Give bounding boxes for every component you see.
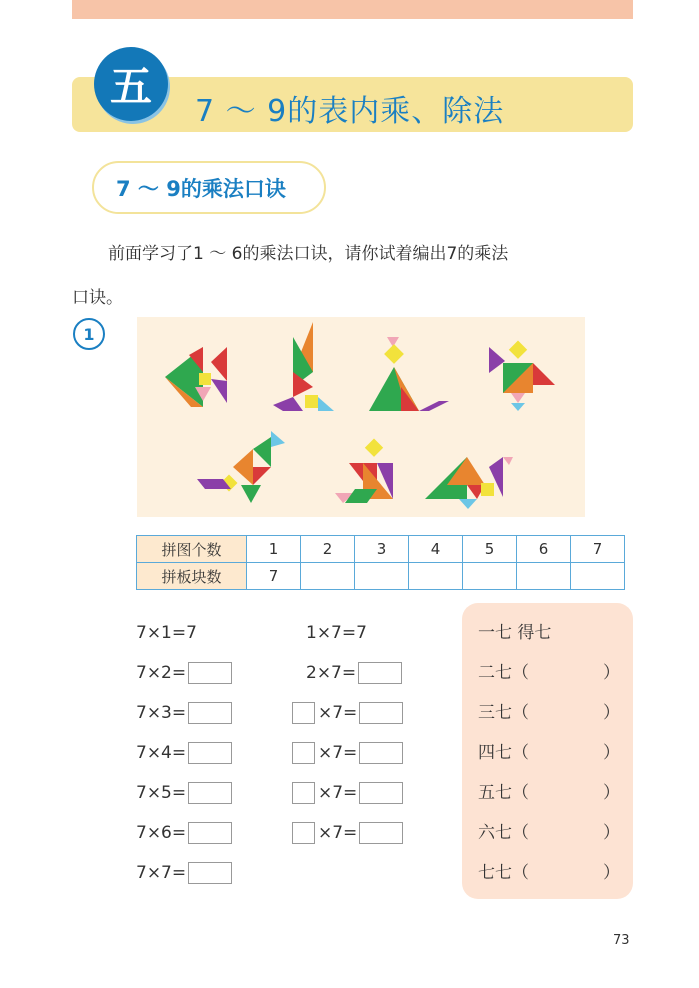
rhyme-text: 五七（ xyxy=(478,783,529,803)
equation-text: 7×1=7 xyxy=(136,623,197,643)
tangram-cat-figure xyxy=(369,337,449,411)
rhyme-line[interactable] xyxy=(478,781,620,805)
table-cell-blank[interactable] xyxy=(463,563,517,590)
answer-box[interactable] xyxy=(359,702,403,724)
factor-box[interactable] xyxy=(292,782,315,804)
table-cell: 7 xyxy=(571,536,625,563)
section-title-text: 7 ～ 9的乘法口诀 xyxy=(116,176,286,201)
tangram-seated-figure xyxy=(273,322,334,411)
rhyme-line xyxy=(478,621,620,645)
answer-box[interactable] xyxy=(188,702,232,724)
table-cell: 2 xyxy=(301,536,355,563)
intro-line-1: 前面学习了1 ～ 6的乘法口诀，请你试着编出7的乘法 xyxy=(108,244,509,264)
answer-box[interactable] xyxy=(188,662,232,684)
intro-paragraph xyxy=(72,232,637,320)
equation-left xyxy=(136,861,232,885)
equation-text: ×7= xyxy=(318,743,358,763)
equation-text: 7×7= xyxy=(136,863,187,883)
rhyme-line[interactable] xyxy=(478,821,620,845)
equation-text: 7×6= xyxy=(136,823,187,843)
rhyme-text: 二七（ xyxy=(478,663,529,683)
factor-box[interactable] xyxy=(292,702,315,724)
factor-box[interactable] xyxy=(292,822,315,844)
rhyme-close-paren: ） xyxy=(603,703,620,723)
equation-right xyxy=(292,821,403,845)
chapter-title: 7 ～ 9的表内乘、除法 xyxy=(195,94,505,129)
tangram-runner-figure xyxy=(197,431,285,503)
rhyme-close-paren: ） xyxy=(603,863,620,883)
equation-text: 7×5= xyxy=(136,783,187,803)
rhyme-text: 三七（ xyxy=(478,703,529,723)
answer-box[interactable] xyxy=(188,742,232,764)
puzzle-count-table xyxy=(136,535,625,590)
table-cell: 6 xyxy=(517,536,571,563)
table-row xyxy=(137,563,625,590)
equation-left xyxy=(136,821,232,845)
equation-text: ×7= xyxy=(318,703,358,723)
table-cell-blank[interactable] xyxy=(517,563,571,590)
tangram-bird-figure xyxy=(425,457,513,509)
rhyme-text: 七七（ xyxy=(478,863,529,883)
question-number-badge: 1 xyxy=(73,318,105,350)
equation-left xyxy=(136,661,232,685)
equation-left xyxy=(136,621,197,645)
table-cell: 4 xyxy=(409,536,463,563)
answer-box[interactable] xyxy=(188,782,232,804)
table-header-piece-count: 拼板块数 xyxy=(137,563,247,590)
rhyme-text: 四七（ xyxy=(478,743,529,763)
table-cell-blank[interactable] xyxy=(571,563,625,590)
rhyme-line[interactable] xyxy=(478,661,620,685)
table-cell: 3 xyxy=(355,536,409,563)
chapter-number-badge: 五 xyxy=(94,47,168,121)
tangram-figures-illustration xyxy=(137,317,585,517)
equation-right xyxy=(292,741,403,765)
rhyme-line[interactable] xyxy=(478,861,620,885)
equation-text: ×7= xyxy=(318,823,358,843)
page-number: 73 xyxy=(613,933,630,948)
equation-left xyxy=(136,701,232,725)
table-cell-blank[interactable] xyxy=(409,563,463,590)
table-header-puzzle-count: 拼图个数 xyxy=(137,536,247,563)
tangram-fish-figure xyxy=(165,347,227,407)
rhyme-line[interactable] xyxy=(478,701,620,725)
answer-box[interactable] xyxy=(359,742,403,764)
rhyme-close-paren: ） xyxy=(603,783,620,803)
table-cell: 1 xyxy=(247,536,301,563)
factor-box[interactable] xyxy=(292,742,315,764)
rhyme-close-paren: ） xyxy=(603,823,620,843)
tangram-dancer-figure xyxy=(489,341,555,411)
answer-box[interactable] xyxy=(188,862,232,884)
answer-box[interactable] xyxy=(358,662,402,684)
equation-right xyxy=(306,661,402,685)
rhyme-close-paren: ） xyxy=(603,743,620,763)
equation-text: 1×7=7 xyxy=(306,623,367,643)
table-row xyxy=(137,536,625,563)
table-cell: 7 xyxy=(247,563,301,590)
tangram-figures-drawing xyxy=(137,317,585,517)
rhyme-line[interactable] xyxy=(478,741,620,765)
intro-line-2: 口诀。 xyxy=(72,288,123,308)
section-title xyxy=(92,161,326,214)
answer-box[interactable] xyxy=(188,822,232,844)
equation-left xyxy=(136,781,232,805)
equation-right xyxy=(292,701,403,725)
equation-left xyxy=(136,741,232,765)
equation-text: ×7= xyxy=(318,783,358,803)
rhyme-text: 一七 得七 xyxy=(478,623,552,643)
table-cell-blank[interactable] xyxy=(355,563,409,590)
equation-text: 7×3= xyxy=(136,703,187,723)
tangram-sitting-figure xyxy=(335,439,393,503)
equation-text: 2×7= xyxy=(306,663,357,683)
equation-right xyxy=(292,781,403,805)
equation-text: 7×4= xyxy=(136,743,187,763)
table-cell-blank[interactable] xyxy=(301,563,355,590)
top-color-bar xyxy=(72,0,633,19)
answer-box[interactable] xyxy=(359,822,403,844)
answer-box[interactable] xyxy=(359,782,403,804)
equation-text: 7×2= xyxy=(136,663,187,683)
rhyme-close-paren: ） xyxy=(603,663,620,683)
table-cell: 5 xyxy=(463,536,517,563)
equation-right xyxy=(306,621,367,645)
rhyme-text: 六七（ xyxy=(478,823,529,843)
